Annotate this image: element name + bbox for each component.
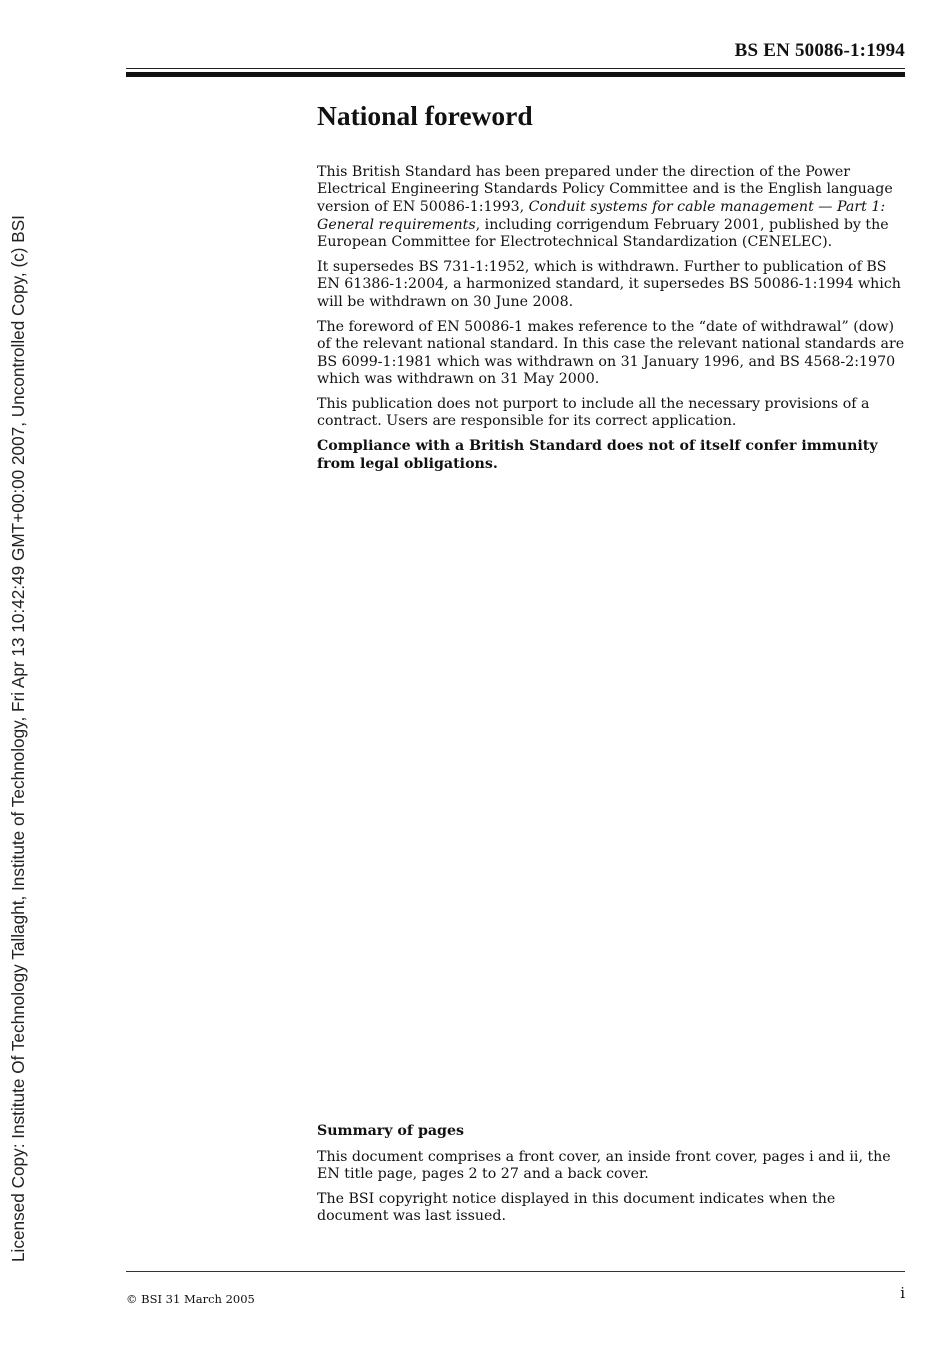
document-code: BS EN 50086-1:1994: [734, 40, 905, 61]
paragraph-supersedes: It supersedes BS 731-1:1952, which is withdrawn. Further to publication of BS EN 61386-1:2004, a harmonized standard, it supersedes BS 50086-1:1994 which will be withdrawn on 30 June 2008.: [317, 258, 901, 310]
national-foreword-section: [317, 98, 907, 480]
standard-title-italic: Conduit systems for cable management — Part 1: General requirements: [317, 198, 886, 233]
page-title: National foreword: [317, 100, 533, 131]
license-watermark: Licensed Copy: Institute Of Technology Tallaght, Institute of Technology, Fri Apr 13 10:42:49 GMT+00:00 2007, Uncontrolled Copy, (c) BSI: [8, 215, 28, 1262]
header-rule-thick: [126, 72, 905, 77]
paragraph-preparation: [317, 164, 907, 252]
paragraph-withdrawal: The foreword of EN 50086-1 makes reference to the “date of withdrawal” (dow) of the relevant national standard. In this case the relevant national standards are BS 6099-1:1981 which was withdrawn on 31 January 1996, and BS 4568-2:1970 which was withdrawn on 31 May 2000.: [317, 318, 905, 388]
summary-paragraph-copyright: The BSI copyright notice displayed in this document indicates when the document was last issued.: [317, 1190, 836, 1225]
footer-copyright: © BSI 31 March 2005: [126, 1292, 255, 1306]
paragraph-provisions: This publication does not purport to include all the necessary provisions of a contract. Users are responsible for its correct application.: [317, 395, 870, 430]
paragraph-compliance: Compliance with a British Standard does not of itself confer immunity from legal obligations.: [317, 438, 878, 472]
header-rule-thin: [126, 68, 905, 69]
summary-heading: Summary of pages: [317, 1123, 464, 1139]
summary-paragraph-pages: This document comprises a front cover, an inside front cover, pages i and ii, the EN title page, pages 2 to 27 and a back cover.: [317, 1148, 891, 1183]
footer-rule: [126, 1271, 905, 1272]
page-number: i: [900, 1284, 905, 1302]
paragraph-preparation-start: This British Standard has been prepared under the direction of the Power Electrical Engineering Standards Policy Committee and is the English language version of EN 50086-1:1993,: [317, 163, 893, 215]
summary-of-pages-section: [317, 1123, 907, 1233]
paragraph-preparation-end: , including corrigendum February 2001, published by the European Committee for Electrotechnical Standardization (CENELEC).: [317, 216, 889, 251]
